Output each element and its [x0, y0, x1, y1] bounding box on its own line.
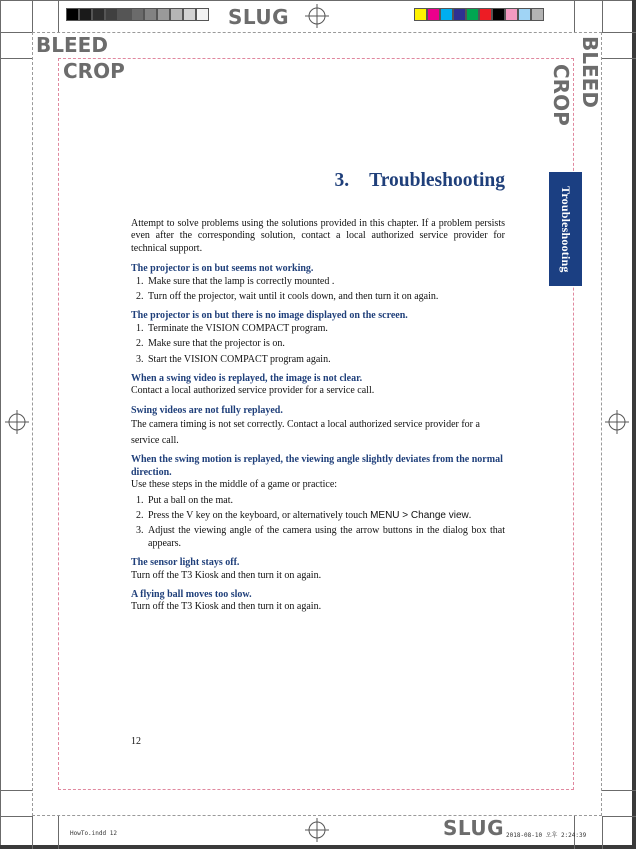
- registration-mark-top: [305, 4, 329, 28]
- page-shadow-right: [632, 0, 636, 849]
- slug-file-info: HowTo.indd 12: [70, 830, 117, 837]
- section-text: The camera timing is not set correctly. Contact a local authorized service provider for a service call.: [131, 419, 480, 447]
- color-swatch: [79, 8, 92, 21]
- list-item: 3. Adjust the viewing angle of the camera using the arrow buttons in the dialog box that appears.: [136, 525, 505, 549]
- section-text: Turn off the T3 Kiosk and then turn it on again.: [131, 569, 322, 581]
- section-text: Turn off the T3 Kiosk and then turn it on again.: [131, 601, 322, 613]
- color-swatch: [492, 8, 505, 21]
- color-swatch: [479, 8, 492, 21]
- intro-paragraph: Attempt to solve problems using the solutions provided in this chapter. If a problem persists even after the corresponding solution, contact a local authorized service provider for technical support.: [131, 218, 505, 254]
- grayscale-color-bar: [66, 8, 209, 22]
- color-swatch: [157, 8, 170, 21]
- list-item: 1. Put a ball on the mat.: [136, 494, 233, 506]
- section-heading: Swing videos are not fully replayed.: [131, 404, 283, 416]
- crop-mark: [58, 816, 59, 849]
- color-swatch: [414, 8, 427, 21]
- crop-mark: [602, 816, 636, 817]
- numbered-list: [131, 495, 505, 551]
- chapter-side-tab: [549, 172, 582, 286]
- chapter-side-tab-label: Troubleshooting: [559, 185, 573, 273]
- color-swatch: [518, 8, 531, 21]
- color-swatch: [531, 8, 544, 21]
- list-item: 2. Press the V key on the keyboard, or alternatively touch MENU > Change view.: [136, 509, 472, 521]
- color-swatch: [170, 8, 183, 21]
- registration-mark-right: [605, 410, 629, 434]
- chapter-number: 3.: [334, 170, 350, 191]
- crop-mark: [602, 32, 636, 33]
- numbered-list: [131, 276, 505, 304]
- slug-date-info: 2018-08-10 오후 2:24:39: [506, 832, 587, 839]
- crop-mark: [0, 816, 32, 817]
- section-text: Contact a local authorized service provider for a service call.: [131, 385, 375, 397]
- color-swatch: [466, 8, 479, 21]
- color-swatch: [118, 8, 131, 21]
- crop-mark: [602, 58, 636, 59]
- crop-mark: [602, 790, 636, 791]
- list-item: 1. Terminate the VISION COMPACT program.: [136, 322, 328, 334]
- crop-mark: [32, 816, 33, 849]
- color-swatch: [427, 8, 440, 21]
- list-item: 2. Make sure that the projector is on.: [136, 338, 285, 350]
- section-heading: The sensor light stays off.: [131, 557, 240, 569]
- section-heading: When the swing motion is replayed, the viewing angle slightly deviates from the normal direction.: [131, 454, 503, 478]
- color-swatch: [183, 8, 196, 21]
- section-heading: The projector is on but seems not working.: [131, 263, 314, 275]
- chapter-title-text: Troubleshooting: [369, 170, 505, 191]
- color-swatch: [144, 8, 157, 21]
- bleed-label-right: BLEED: [578, 36, 602, 108]
- registration-mark-bottom: [305, 818, 329, 842]
- registration-mark-left: [5, 410, 29, 434]
- crop-mark: [602, 816, 603, 849]
- menu-path: MENU > Change view: [370, 509, 469, 521]
- color-swatch: [92, 8, 105, 21]
- bleed-label-left: BLEED: [36, 33, 108, 57]
- color-swatch: [66, 8, 79, 21]
- color-swatch: [453, 8, 466, 21]
- page-body: [131, 218, 505, 621]
- section-heading: When a swing video is replayed, the image is not clear.: [131, 373, 363, 385]
- page-number: 12: [131, 736, 141, 747]
- crop-mark: [58, 0, 59, 32]
- section-heading: The projector is on but there is no image displayed on the screen.: [131, 310, 408, 322]
- crop-mark: [0, 58, 32, 59]
- color-swatch: [440, 8, 453, 21]
- slug-label-top: SLUG: [228, 5, 290, 29]
- color-swatch: [196, 8, 209, 21]
- crop-mark: [602, 0, 603, 32]
- numbered-list: [131, 323, 505, 366]
- section-text: Use these steps in the middle of a game or practice:: [131, 479, 338, 491]
- list-item: 3. Start the VISION COMPACT program again.: [136, 353, 331, 365]
- crop-mark: [0, 32, 32, 33]
- color-swatch: [505, 8, 518, 21]
- crop-mark: [574, 0, 575, 32]
- page-shadow-bottom: [0, 845, 636, 849]
- process-color-bar: [414, 8, 544, 22]
- color-swatch: [105, 8, 118, 21]
- crop-mark: [0, 790, 32, 791]
- crop-label-left: CROP: [63, 59, 125, 83]
- slug-label-bottom: SLUG: [443, 816, 505, 840]
- crop-label-right: CROP: [549, 64, 573, 126]
- chapter-title: [130, 170, 505, 192]
- section-heading: A flying ball moves too slow.: [131, 588, 252, 600]
- color-swatch: [131, 8, 144, 21]
- list-item: 1. Make sure that the lamp is correctly mounted .: [136, 275, 335, 287]
- crop-mark: [32, 0, 33, 32]
- list-item: 2. Turn off the projector, wait until it cools down, and then turn it on again.: [136, 291, 439, 303]
